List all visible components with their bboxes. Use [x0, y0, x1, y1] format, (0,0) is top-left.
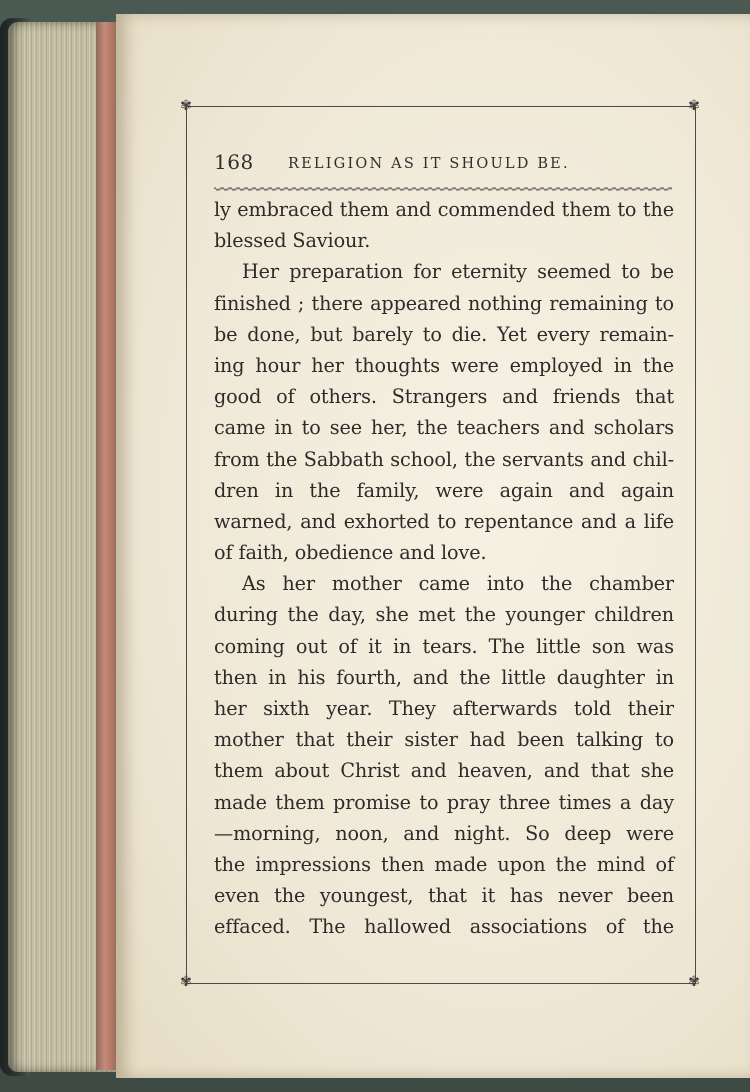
text-line: made them promise to pray three times a day [214, 790, 674, 814]
fleuron-corner-icon: ✾ [180, 98, 192, 114]
text-line: during the day, she met the younger children [214, 603, 674, 627]
fleuron-corner-icon: ✾ [180, 974, 192, 990]
text-line: from the Sabbath school, the servants and chil- [214, 447, 674, 471]
text-line: As her mother came into the chamber [242, 572, 674, 596]
text-line: then in his fourth, and the little daughter in [214, 665, 674, 689]
text-line: the impressions then made upon the mind of [214, 852, 674, 876]
text-line: effaced. The hallowed associations of the [214, 915, 674, 939]
text-line: even the youngest, that it has never been [214, 884, 674, 908]
text-line: good of others. Strangers and friends that [214, 385, 674, 409]
text-line: came in to see her, the teachers and scholars [214, 416, 674, 440]
body-text [214, 194, 674, 943]
page-number: 168 [214, 150, 254, 174]
text-line: them about Christ and heaven, and that she [214, 759, 674, 783]
text-line: of faith, obedience and love. [214, 541, 487, 565]
red-page-edge [96, 22, 118, 1070]
running-head: RELIGION AS IT SHOULD BE. [288, 156, 570, 172]
text-line: dren in the family, were again and again [214, 478, 674, 502]
text-line: —morning, noon, and night. So deep were [214, 821, 674, 845]
text-line: Her preparation for eternity seemed to be [242, 260, 674, 284]
book-page [116, 14, 750, 1078]
text-line: her sixth year. They afterwards told their [214, 697, 674, 720]
text-line: be done, but barely to die. Yet every remain- [214, 322, 674, 346]
text-line: finished ; there appeared nothing remaining to [214, 291, 674, 315]
text-line: warned, and exhorted to repentance and a life [214, 509, 674, 533]
text-line: ing hour her thoughts were employed in the [214, 353, 674, 377]
text-line: blessed Saviour. [214, 229, 371, 253]
page-header [214, 150, 674, 184]
wavy-header-rule [214, 186, 672, 192]
fleuron-corner-icon: ✾ [688, 98, 700, 114]
text-line: mother that their sister had been talking to [214, 728, 674, 752]
fleuron-corner-icon: ✾ [688, 974, 700, 990]
text-line: coming out of it in tears. The little son was [214, 634, 674, 658]
text-line: ly embraced them and commended them to the [214, 198, 674, 221]
